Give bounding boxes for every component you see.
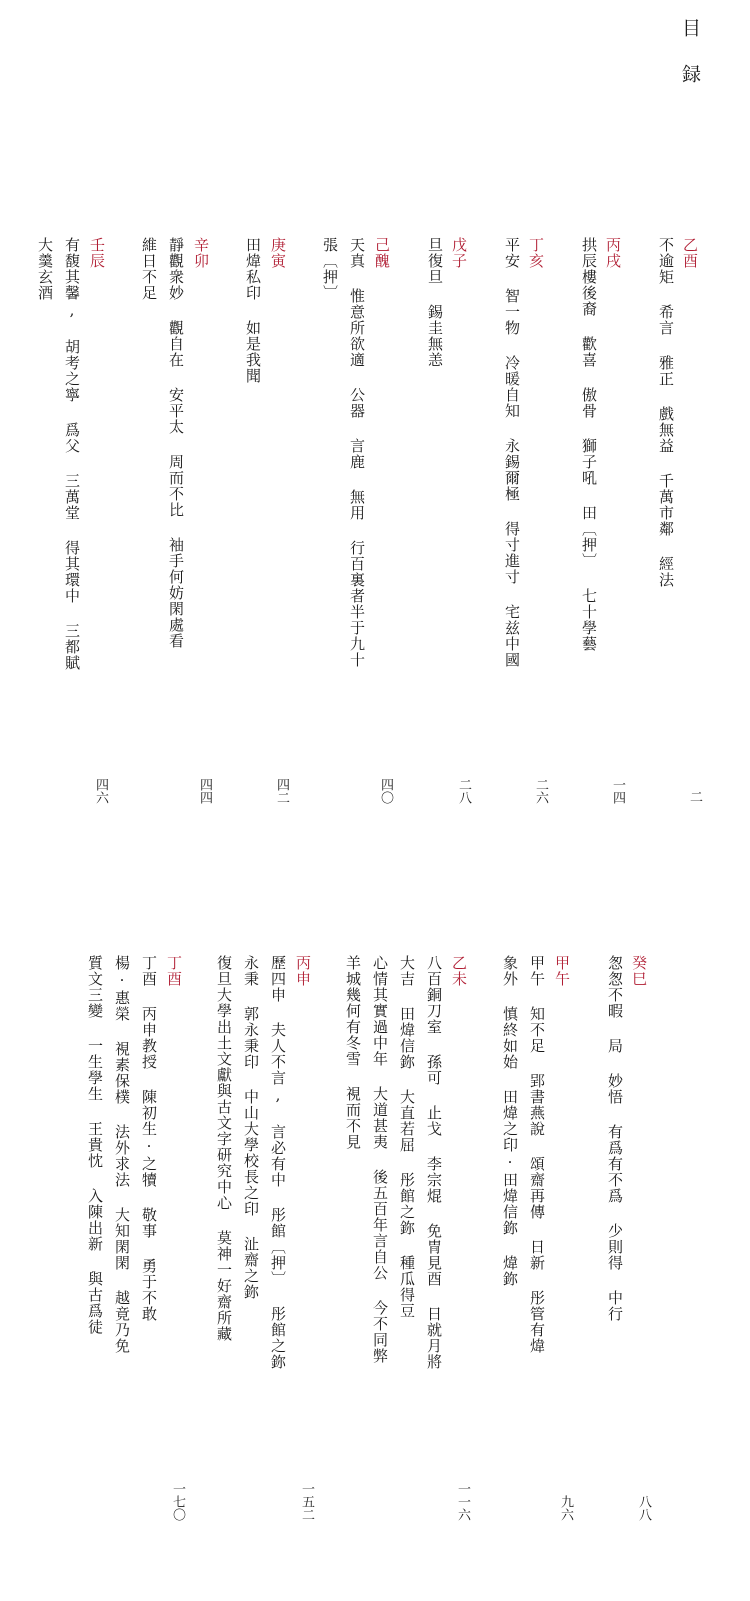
toc-entry-line: 平安 智一物 冷暖自知 永錫爾極 得寸進寸 宅兹中國 — [503, 237, 521, 668]
page-number: 一一六 — [455, 1482, 470, 1521]
year-heading: 壬辰 — [88, 237, 106, 269]
toc-entry-line: 楊·惠榮 視素保樸 法外求法 大知閑閑 越竟乃免 — [113, 955, 131, 1354]
toc-entry-line: 拱辰樓後裔 歡喜 傲骨 獅子吼 田〔押〕 七十學藝 — [580, 237, 598, 652]
year-heading: 丁亥 — [527, 237, 545, 269]
page-number: 二八 — [456, 778, 471, 804]
toc-entry-line: 八百銅刀室 孫可 止戈 李宗焜 免冑見酉 日就月將 — [425, 955, 443, 1370]
toc-entry-line: 維日不足 — [140, 237, 158, 301]
page-number: 一七〇 — [170, 1482, 185, 1521]
page-number: 四二 — [274, 778, 289, 804]
toc-title-char-2: 録 — [679, 64, 701, 83]
year-heading: 丁酉 — [165, 955, 183, 987]
toc-entry-line: 大吉 田煒信鉨 大直若屈 彤館之鉨 種瓜得豆 — [398, 955, 416, 1319]
toc-entry-line: 怱怱不暇 局 妙悟 有爲有不爲 少則得 中行 — [606, 955, 624, 1322]
toc-entry-line: 質文三變 一生學生 王貴忱 入陳出新 與古爲徒 — [86, 955, 104, 1335]
toc-entry-line: 象外 慎終如始 田煒之印·田煒信鉨 煒鉨 — [501, 955, 519, 1287]
page-number: 四六 — [93, 778, 108, 804]
toc-entry-line: 永秉 郭永秉印 中山大學校長之印 沚齋之鉨 — [242, 955, 260, 1300]
toc-title-char-1: 目 — [679, 18, 701, 37]
toc-entry-line: 丁酉 丙申教授 陳初生·之犢 敬事 勇于不敢 — [140, 955, 158, 1322]
page-number: 八八 — [636, 1495, 651, 1521]
page-number: 二 — [687, 790, 702, 803]
year-heading: 丙戌 — [604, 237, 622, 269]
toc-entry-line: 大羹玄酒 — [36, 237, 54, 301]
toc-entry-line: 不逾矩 希言 雅正 戲無益 千萬市鄰 經法 — [657, 237, 675, 588]
page-number: 一五二 — [299, 1482, 314, 1521]
toc-entry-line: 復旦大學出土文獻與古文字研究中心 莫神一好齋所藏 — [215, 955, 233, 1342]
year-heading: 戊子 — [450, 237, 468, 269]
toc-entry-line: 田煒私印 如是我聞 — [244, 237, 262, 384]
year-heading: 乙酉 — [681, 237, 699, 269]
page-number: 一四 — [610, 778, 625, 804]
toc-entry-line: 羊城幾何有冬雪 視而不見 — [344, 955, 362, 1150]
toc-entry-line: 有馥其馨, 胡考之寧 爲父 三萬堂 得其環中 三都賦 — [63, 237, 81, 671]
year-heading: 己醜 — [373, 237, 391, 269]
year-heading: 甲午 — [553, 955, 571, 987]
page-number: 四〇 — [378, 778, 393, 804]
year-heading: 辛卯 — [192, 237, 210, 269]
page-number: 九六 — [558, 1495, 573, 1521]
page-number: 二六 — [533, 778, 548, 804]
toc-entry-line: 天真 惟意所欲適 公器 言鹿 無用 行百裏者半于九十 — [348, 237, 366, 668]
page-number: 四四 — [197, 778, 212, 804]
toc-entry-line: 張〔押〕 — [321, 237, 339, 301]
year-heading: 癸巳 — [630, 955, 648, 987]
year-heading: 乙未 — [450, 955, 468, 987]
toc-entry-line: 歷四申 夫人不言, 言必有中 彤館〔押〕 彤館之鉨 — [269, 955, 287, 1370]
toc-entry-line: 心情其實過中年 大道甚夷 後五百年言自公 今不同弊 — [371, 955, 389, 1364]
toc-entry-line: 靜觀衆妙 觀自在 安平太 周而不比 袖手何妨閑處看 — [167, 237, 185, 649]
toc-entry-line: 旦復旦 錫圭無恙 — [426, 237, 444, 368]
year-heading: 庚寅 — [269, 237, 287, 269]
year-heading: 丙申 — [294, 955, 312, 987]
toc-entry-line: 甲午 知不足 郢書燕說 頌齋再傳 日新 彤管有煒 — [528, 955, 546, 1354]
